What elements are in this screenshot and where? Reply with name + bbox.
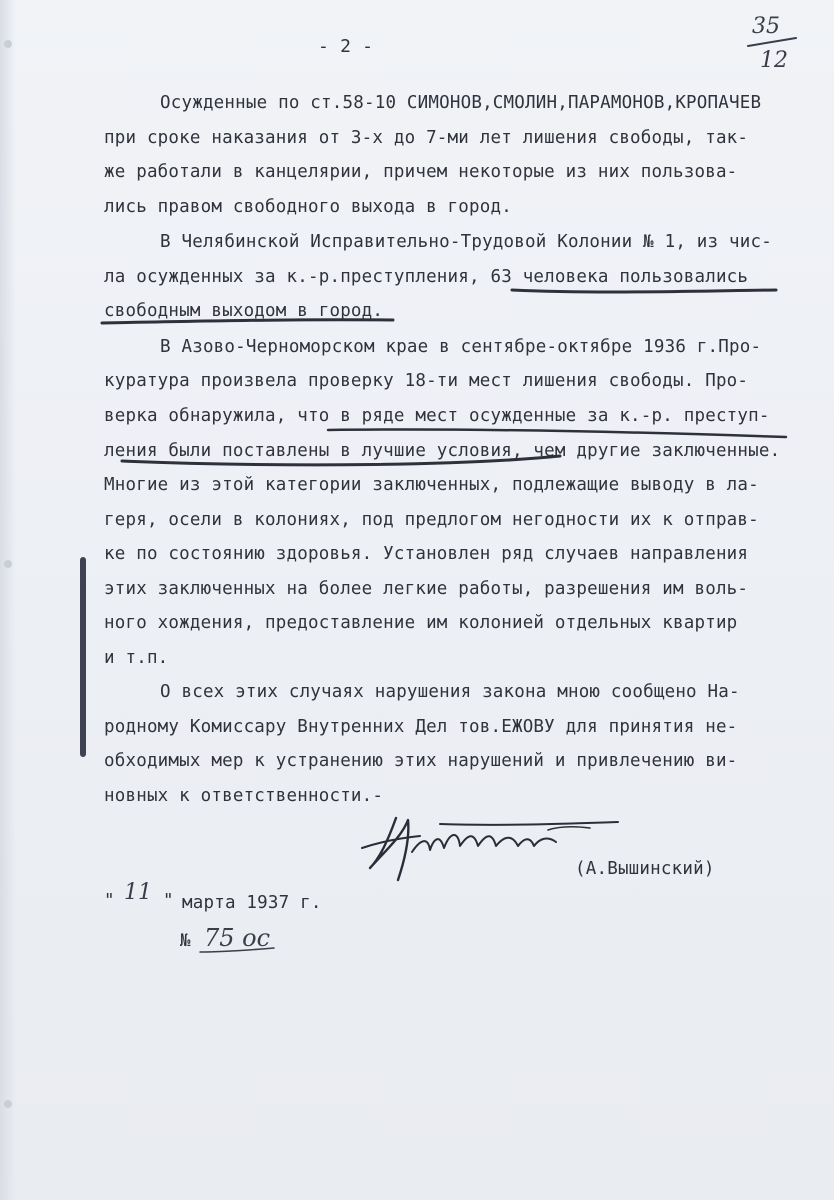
text-line: верка обнаружила, что в ряде мест осужденные за к.-р. преступ- xyxy=(104,406,770,426)
text-line: при сроке наказания от 3-х до 7-ми лет лишения свободы, так- xyxy=(104,128,749,148)
text-line: В Азово-Черноморском крае в сентябре-октябре 1936 г.Про- xyxy=(160,337,762,357)
text-line: же работали в канцелярии, причем некоторые из них пользова- xyxy=(104,162,738,182)
text-line: О всех этих случаях нарушения закона мною сообщено На- xyxy=(160,682,740,702)
signature-name: (А.Вышинский) xyxy=(575,859,715,879)
text-line: куратура произвела проверку 18-ти мест лишения свободы. Про- xyxy=(104,371,749,391)
text-line: Осужденные по ст.58-10 СИМОНОВ,СМОЛИН,ПАРАМОНОВ,КРОПАЧЕВ xyxy=(160,93,762,113)
date-close-quote: " xyxy=(163,891,174,911)
text-line: новных к ответственности.- xyxy=(104,786,384,806)
number-sign: № xyxy=(180,931,191,951)
text-line: и т.п. xyxy=(104,648,169,668)
page-number: - 2 - xyxy=(318,36,374,57)
text-line: ного хождения, предоставление им колонией отдельных квартир xyxy=(104,613,738,633)
date-month-year: марта 1937 г. xyxy=(182,893,322,913)
archive-number-bottom: 12 xyxy=(760,48,788,73)
date-day: 11 xyxy=(124,880,152,905)
text-line: ления были поставлены в лучшие условия, чем другие заключенные. xyxy=(104,441,781,461)
text-line: геря, осели в колониях, под предлогом негодности их к отправ- xyxy=(104,510,759,530)
date-open-quote: " xyxy=(104,891,115,911)
text-line: лись правом свободного выхода в город. xyxy=(104,197,512,217)
archive-number-top: 35 xyxy=(752,14,780,39)
text-line: В Челябинской Исправительно-Трудовой Колонии № 1, из чис- xyxy=(160,232,772,252)
text-line: этих заключенных на более легкие работы, разрешения им воль- xyxy=(104,579,749,599)
text-line: ке по состоянию здоровья. Установлен ряд случаев направления xyxy=(104,544,749,564)
text-line: ла осужденных за к.-р.преступления, 63 человека пользовались xyxy=(104,267,749,287)
text-line: свободным выходом в город. xyxy=(104,301,384,321)
text-line: обходимых мер к устранению этих нарушений и привлечению ви- xyxy=(104,751,738,771)
document-number: 75 ос xyxy=(204,924,271,952)
text-line: родному Комиссару Внутренних Дел тов.ЕЖОВУ для принятия не- xyxy=(104,717,738,737)
text-line: Многие из этой категории заключенных, подлежащие выводу в ла- xyxy=(104,475,759,495)
